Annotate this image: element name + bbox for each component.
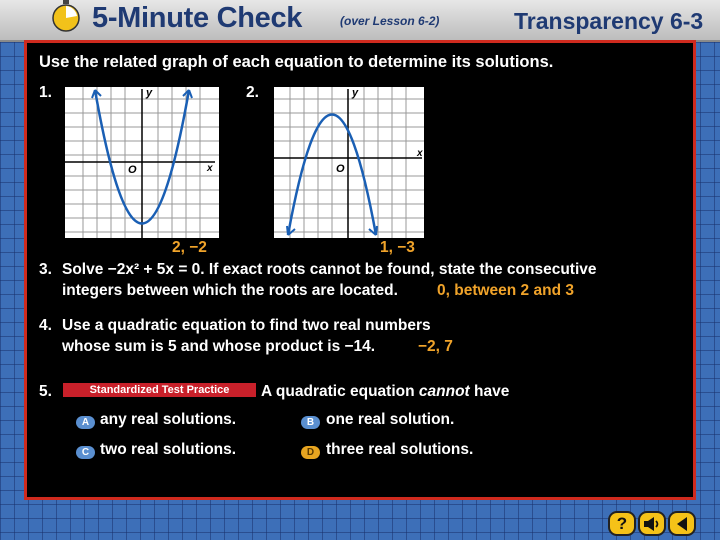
q2-origin-label: O (336, 163, 345, 175)
q1-answer: 2, −2 (172, 239, 207, 256)
q5-prompt-emphasis: cannot (418, 383, 470, 400)
q2-y-label: y (352, 87, 359, 99)
option-a-badge[interactable]: A (76, 416, 95, 429)
option-c-badge[interactable]: C (76, 446, 95, 459)
q5-prompt-a: A quadratic equation (261, 383, 415, 400)
option-d-text[interactable]: three real solutions. (326, 441, 474, 458)
help-button[interactable] (608, 511, 636, 536)
q2-graph (274, 87, 424, 238)
sound-icon (642, 516, 662, 532)
help-icon: ? (616, 513, 628, 533)
sound-button[interactable] (638, 511, 666, 536)
instructions: Use the related graph of each equation to determine its solutions. (39, 53, 554, 71)
option-a-text[interactable]: any real solutions. (100, 411, 237, 428)
q1-graph (65, 87, 219, 238)
lesson-subtitle: (over Lesson 6-2) (340, 14, 440, 28)
q1-origin-label: O (128, 164, 137, 176)
q4-answer: −2, 7 (418, 338, 453, 355)
standardized-test-badge: Standardized Test Practice (63, 383, 256, 397)
q3-line1: Solve −2x² + 5x = 0. If exact roots cannot be found, state the consecutive (62, 261, 597, 278)
transparency-label: Transparency 6-3 (514, 8, 704, 34)
header-bar (0, 0, 720, 42)
q3-line2: integers between which the roots are located. (62, 282, 398, 299)
q4-number: 4. (39, 317, 52, 334)
option-c-text[interactable]: two real solutions. (100, 441, 237, 458)
q2-answer: 1, −3 (380, 239, 415, 256)
q1-y-label: y (146, 87, 153, 99)
q5-prompt-c: have (474, 383, 510, 400)
stopwatch-icon (50, 0, 82, 32)
q4-line1: Use a quadratic equation to find two real numbers (62, 317, 431, 334)
q4-line2: whose sum is 5 and whose product is −14. (62, 338, 376, 355)
back-button[interactable] (668, 511, 696, 536)
page-title: 5-Minute Check (92, 2, 303, 34)
q5-prompt (261, 383, 509, 401)
option-b-text[interactable]: one real solution. (326, 411, 455, 428)
q1-number: 1. (39, 84, 52, 101)
q5-number: 5. (39, 383, 52, 400)
option-b-badge[interactable]: B (301, 416, 320, 429)
option-d-badge[interactable]: D (301, 446, 320, 459)
q3-answer: 0, between 2 and 3 (437, 282, 574, 299)
q1-x-label: x (207, 163, 213, 174)
back-icon (674, 516, 690, 532)
q3-number: 3. (39, 261, 52, 278)
q2-x-label: x (417, 148, 423, 159)
q2-number: 2. (246, 84, 259, 101)
